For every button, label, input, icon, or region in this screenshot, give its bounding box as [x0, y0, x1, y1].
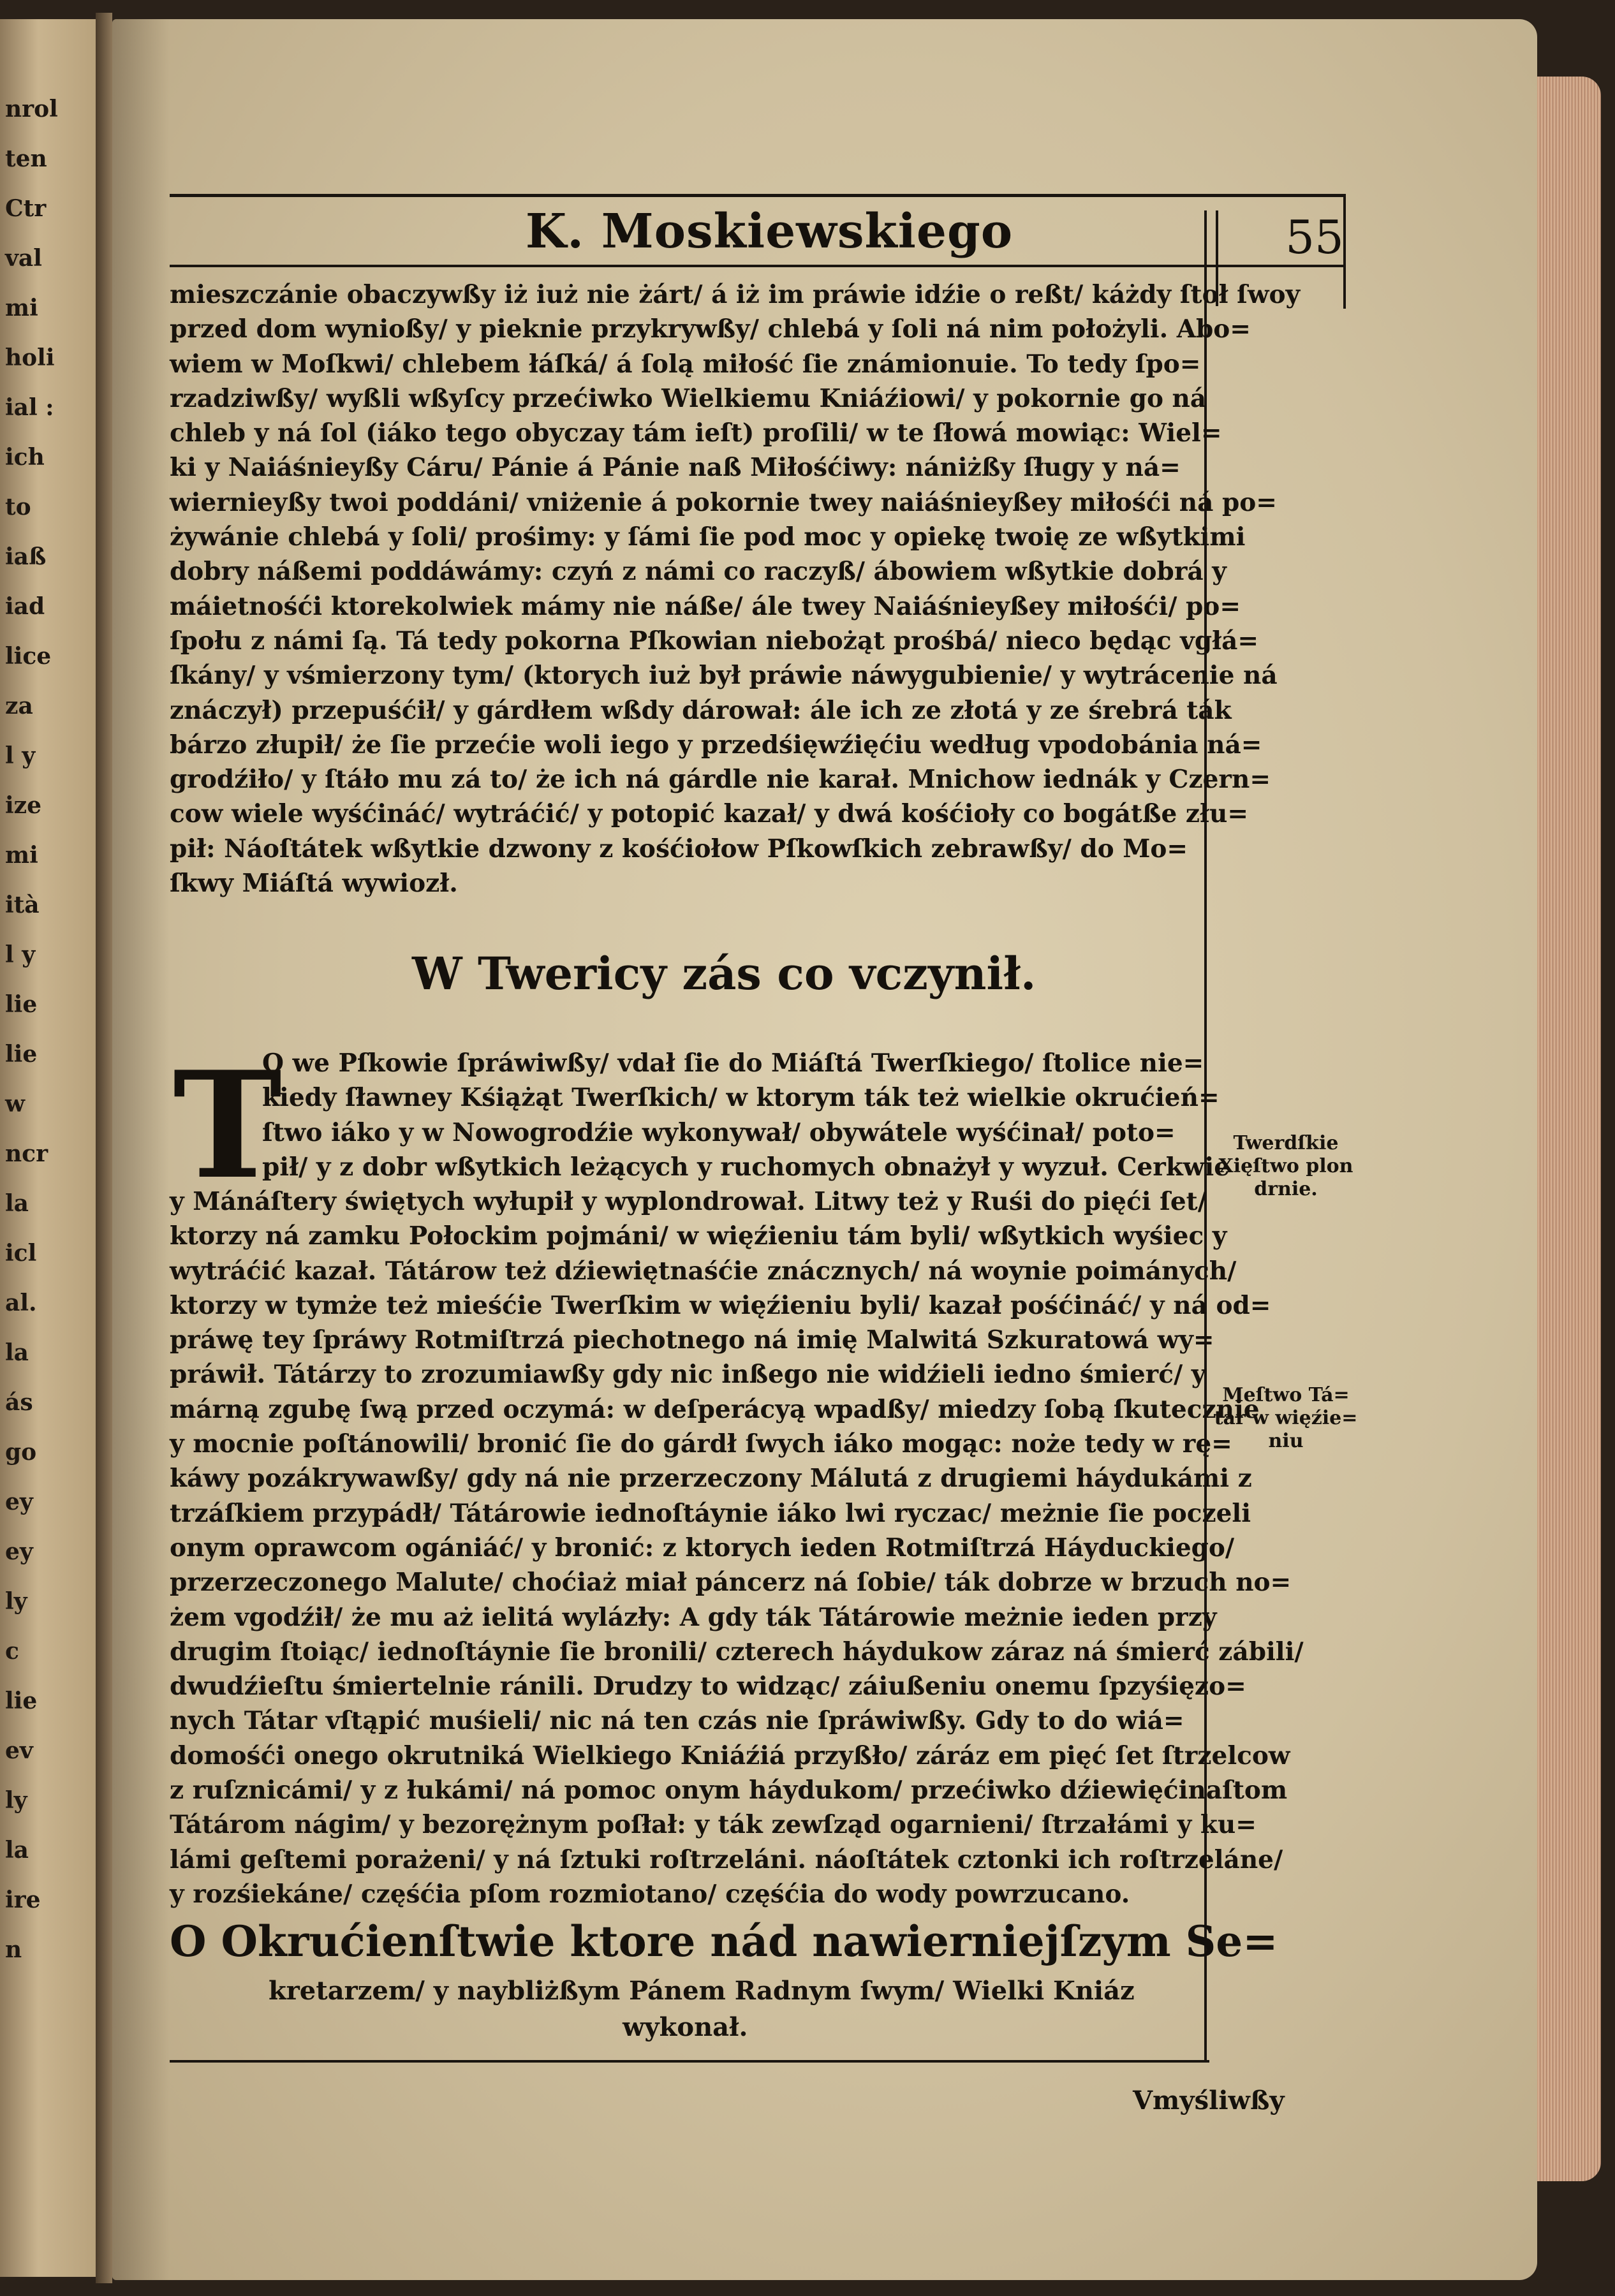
- previous-page-line: la: [5, 1339, 29, 1366]
- previous-page-line: iad: [5, 593, 45, 620]
- previous-page-line: ità: [5, 892, 40, 918]
- marginal-line: drnie.: [1254, 1178, 1318, 1200]
- text-line: ktorzy ná zamku Połockim pojmáni/ w więźieniu tám byli/ wßytkich wyśiec y: [170, 1221, 1227, 1251]
- previous-page-line: val: [5, 245, 42, 272]
- previous-page-line: holi: [5, 344, 55, 371]
- text-line: Tátárom nágim/ y bezorężnym poſłał: y ták zewſząd ogarnieni/ ſtrzałámi y ku=: [170, 1810, 1257, 1840]
- previous-page-line: mi: [5, 295, 38, 321]
- text-line: trzáſkiem przypádł/ Tátárowie iednoſtáynie iáko lwi ryczac/ meżnie ſie poczeli: [170, 1498, 1251, 1528]
- paragraph-1: [170, 277, 1300, 901]
- text-line: dwudźieſtu śmiertelnie ránili. Drudzy to widząc/ záiußeniu onemu ſpzyśięzo=: [170, 1672, 1246, 1702]
- section-heading-continuation: wykonał.: [623, 2012, 748, 2042]
- previous-page-line: lie: [5, 991, 38, 1018]
- text-line: dobry náßemi poddáwámy: czyń z námi co raczyß/ ábowiem wßytkie dobrá y: [170, 557, 1227, 587]
- previous-page-line: lie: [5, 1688, 38, 1714]
- book-page: [112, 19, 1537, 2280]
- previous-page-line: l y: [5, 941, 36, 968]
- marginal-note-tatar: [1209, 1384, 1362, 1453]
- text-line: práwę tey ſpráwy Rotmiſtrzá piechotnego ná imię Malwitá Szkuratowá wy=: [170, 1325, 1214, 1355]
- running-title: K. Moskiewskiego: [525, 204, 1014, 259]
- previous-page-line: ev: [5, 1737, 33, 1764]
- previous-page-line: la: [5, 1190, 29, 1217]
- marginal-note-twer: [1209, 1132, 1362, 1201]
- text-line: nych Tátar vſtąpić muśieli/ nic ná ten czás nie ſpráwiwßy. Gdy to do wiá=: [170, 1706, 1184, 1736]
- paragraph-2-indented: [262, 1046, 1230, 1184]
- marginal-line: tár w więźie=: [1214, 1407, 1358, 1429]
- book-gutter: [96, 13, 112, 2283]
- text-line: drugim ſtoiąc/ iednoſtáynie ſie bronili/ czterech háydukow záraz ná śmierć zábili/: [170, 1637, 1304, 1667]
- text-line: znáczył) przepuśćił/ y gárdłem wßdy dárował: ále ich ze złotá y ze śrebrá ták: [170, 695, 1232, 725]
- header-top-rule: [170, 194, 1343, 197]
- text-line: chleb y ná ſol (iáko tego obyczay tám ieſt) proſili/ w te ſłowá mowiąc: Wiel=: [170, 418, 1222, 448]
- text-line: wytráćić kazał. Tátárow też dźiewiętnaśćie znácznych/ ná woynie poimánych/: [170, 1256, 1237, 1286]
- section-heading-continuation: kretarzem/ y naybliżßym Pánem Radnym ſwym/ Wielki Kniáz: [269, 1976, 1135, 2006]
- text-line: O we Pſkowie ſpráwiwßy/ vdał ſie do Miáſtá Twerſkiego/ ſtolice nie=: [262, 1049, 1204, 1078]
- previous-page-line: ncr: [5, 1140, 48, 1167]
- previous-page-line: icl: [5, 1240, 37, 1267]
- text-line: ki y Naiáśnieyßy Cáru/ Pánie á Pánie naß Miłośćiwy: nániżßy ſługy y ná=: [170, 453, 1181, 483]
- previous-page-line: ly: [5, 1588, 27, 1615]
- previous-page-line: la: [5, 1837, 29, 1864]
- text-line: wiernieyßy twoi poddáni/ vniżenie á pokornie twey naiáśnieyßey miłośći ná po=: [170, 487, 1277, 517]
- text-line: rzadziwßy/ wyßli wßyſcy przećiwko Wielkiemu Kniáźiowi/ y pokornie go ná: [170, 383, 1207, 413]
- text-line: y rozśiekáne/ częśćia pſom rozmiotano/ częśćia do wody powrzucano.: [170, 1879, 1130, 1909]
- drop-capital: T: [173, 1040, 283, 1212]
- page-number: 55: [1285, 210, 1344, 264]
- text-line: ſtwo iáko y w Nowogrodźie wykonywał/ obywátele wyśćinał/ poto=: [262, 1117, 1176, 1147]
- text-line: pił: Náoſtátek wßytkie dzwony z kośćiołow Pſkowſkich zebrawßy/ do Mo=: [170, 834, 1188, 864]
- marginal-line: Twerdſkie: [1233, 1132, 1339, 1154]
- previous-page-line: to: [5, 494, 31, 520]
- previous-page-line: mi: [5, 842, 38, 869]
- previous-page-line: go: [5, 1439, 37, 1466]
- text-line: márną zgubę ſwą przed oczymá: w deſperácyą wpadßy/ miedzy ſobą ſkutecznie: [170, 1394, 1260, 1424]
- text-line: práwił. Tátárzy to zrozumiawßy gdy nic inßego nie widźieli iedno śmierć/ y: [170, 1360, 1206, 1390]
- text-line: ktorzy w tymże też mieśćie Twerſkim w więźieniu byli/ kazał pośćináć/ y ná od=: [170, 1290, 1271, 1320]
- previous-page-line: ten: [5, 145, 47, 172]
- text-line: kiedy ſławney Kśiążąt Twerſkich/ w ktorym ták też wielkie okrućień=: [262, 1083, 1220, 1113]
- text-line: y mocnie poſtánowili/ bronić ſie do gárdł ſwych iáko mogąc: noże tedy w rę=: [170, 1429, 1232, 1459]
- previous-page-line: n: [5, 1936, 22, 1963]
- marginal-line: Xięſtwo plon: [1218, 1155, 1353, 1177]
- text-line: grodźiło/ y ſtáło mu zá to/ że ich ná gárdle nie karał. Mnichow iednák y Czern=: [170, 765, 1271, 795]
- text-line: máietnośći ktorekolwiek mámy nie náße/ ále twey Naiáśnieyßey miłośći/ po=: [170, 591, 1241, 621]
- previous-page-line: lice: [5, 643, 52, 670]
- previous-page-line: za: [5, 693, 33, 719]
- page-stack-edge: [1537, 77, 1601, 2181]
- previous-page-line: l y: [5, 742, 36, 769]
- text-line: pił/ y z dobr wßytkich leżących y ruchomych obnażył y wyzuł. Cerkwie: [262, 1152, 1230, 1182]
- text-line: mieszczánie obaczywßy iż iuż nie żárt/ á iż im práwie idźie o reßt/ káżdy ſtoł ſwoy: [170, 280, 1301, 309]
- text-line: żywánie chlebá y ſoli/ prośimy: y ſámi ſie pod moc y opiekę twoię ze wßytkimi: [170, 522, 1246, 552]
- section-heading-twer: W Twericy zás co vczynił.: [412, 947, 1036, 1000]
- previous-page-line: ey: [5, 1538, 33, 1565]
- section-heading-okrucienstwo: O Okrućienſtwie ktore nád nawierniejſzym Se=: [170, 1917, 1278, 1966]
- catchword: Vmyśliwßy: [1133, 2086, 1285, 2116]
- text-line: ſkwy Miáſtá wywiozł.: [170, 869, 458, 899]
- text-line: z ruſznicámi/ y z łukámi/ ná pomoc onym háydukom/ przećiwko dźiewięćinaſtom: [170, 1776, 1288, 1806]
- marginal-line: niu: [1268, 1430, 1304, 1452]
- text-line: ſpołu z námi ſą. Tá tedy pokorna Pſkowian niebożąt prośbá/ nieco będąc vgłá=: [170, 626, 1259, 656]
- text-line: cow wiele wyśćináć/ wytráćić/ y potopić kazał/ y dwá kośćioły co bogátße złu=: [170, 799, 1249, 829]
- footer-rule: [170, 2060, 1209, 2063]
- previous-page-line: iaß: [5, 543, 47, 570]
- text-line: onym oprawcom ogániáć/ y bronić: z ktorych ieden Rotmiſtrzá Háyduckiego/: [170, 1533, 1235, 1563]
- previous-page-line: ial :: [5, 394, 54, 421]
- text-line: żem vgodźił/ że mu aż ielitá wylázły: A gdy ták Tátárowie meżnie ieden przy: [170, 1602, 1217, 1632]
- previous-page-line: ize: [5, 792, 42, 819]
- previous-page-line: lie: [5, 1041, 38, 1068]
- previous-page-line: ey: [5, 1489, 33, 1515]
- previous-page-line: nrol: [5, 96, 58, 122]
- previous-page-line: Ctr: [5, 195, 47, 222]
- marginal-line: Meſtwo Tá=: [1222, 1384, 1350, 1406]
- previous-page-line: c: [5, 1638, 19, 1665]
- header-bottom-rule: [170, 265, 1343, 267]
- previous-page-line: al.: [5, 1290, 37, 1316]
- previous-page-line: ire: [5, 1887, 41, 1913]
- previous-page-line: ly: [5, 1787, 27, 1814]
- previous-page-line: w: [5, 1091, 25, 1117]
- text-line: wiem w Moſkwi/ chlebem łáſká/ á ſolą miłość ſie známionuie. To tedy ſpo=: [170, 349, 1201, 379]
- text-line: ſkány/ y vśmierzony tym/ (ktorych iuż był práwie náwygubienie/ y wytrácenie ná: [170, 661, 1278, 691]
- text-line: przed dom wynioßy/ y pieknie przykrywßy/ chlebá y ſoli ná nim położyli. Abo=: [170, 314, 1251, 344]
- paragraph-2: [170, 1184, 1304, 1911]
- text-line: bárzo złupił/ że ſie przećie woli iego y przedśięwźięćiu według vpodobánia ná=: [170, 730, 1262, 760]
- text-line: domośći onego okrutniká Wielkiego Kniáźiá przyßło/ záráz em pięć ſet ſtrzelcow: [170, 1740, 1290, 1770]
- text-line: lámi geſtemi porażeni/ y ná ſztuki roſtrzeláni. náoſtátek cztonki ich roſtrzeláne/: [170, 1844, 1283, 1874]
- previous-page-edge: [0, 19, 96, 2277]
- text-line: káwy pozákrywawßy/ gdy ná nie przerzeczony Málutá z drugiemi háydukámi z: [170, 1464, 1252, 1494]
- previous-page-line: ich: [5, 444, 45, 471]
- text-line: przerzeczonego Malute/ choćiaż miał páncerz ná ſobie/ ták dobrze w brzuch no=: [170, 1568, 1292, 1598]
- previous-page-line: ás: [5, 1389, 33, 1416]
- text-line: y Mánáſtery świętych wyłupił y wyplondrował. Litwy też y Ruśi do pięći ſet/: [170, 1187, 1207, 1216]
